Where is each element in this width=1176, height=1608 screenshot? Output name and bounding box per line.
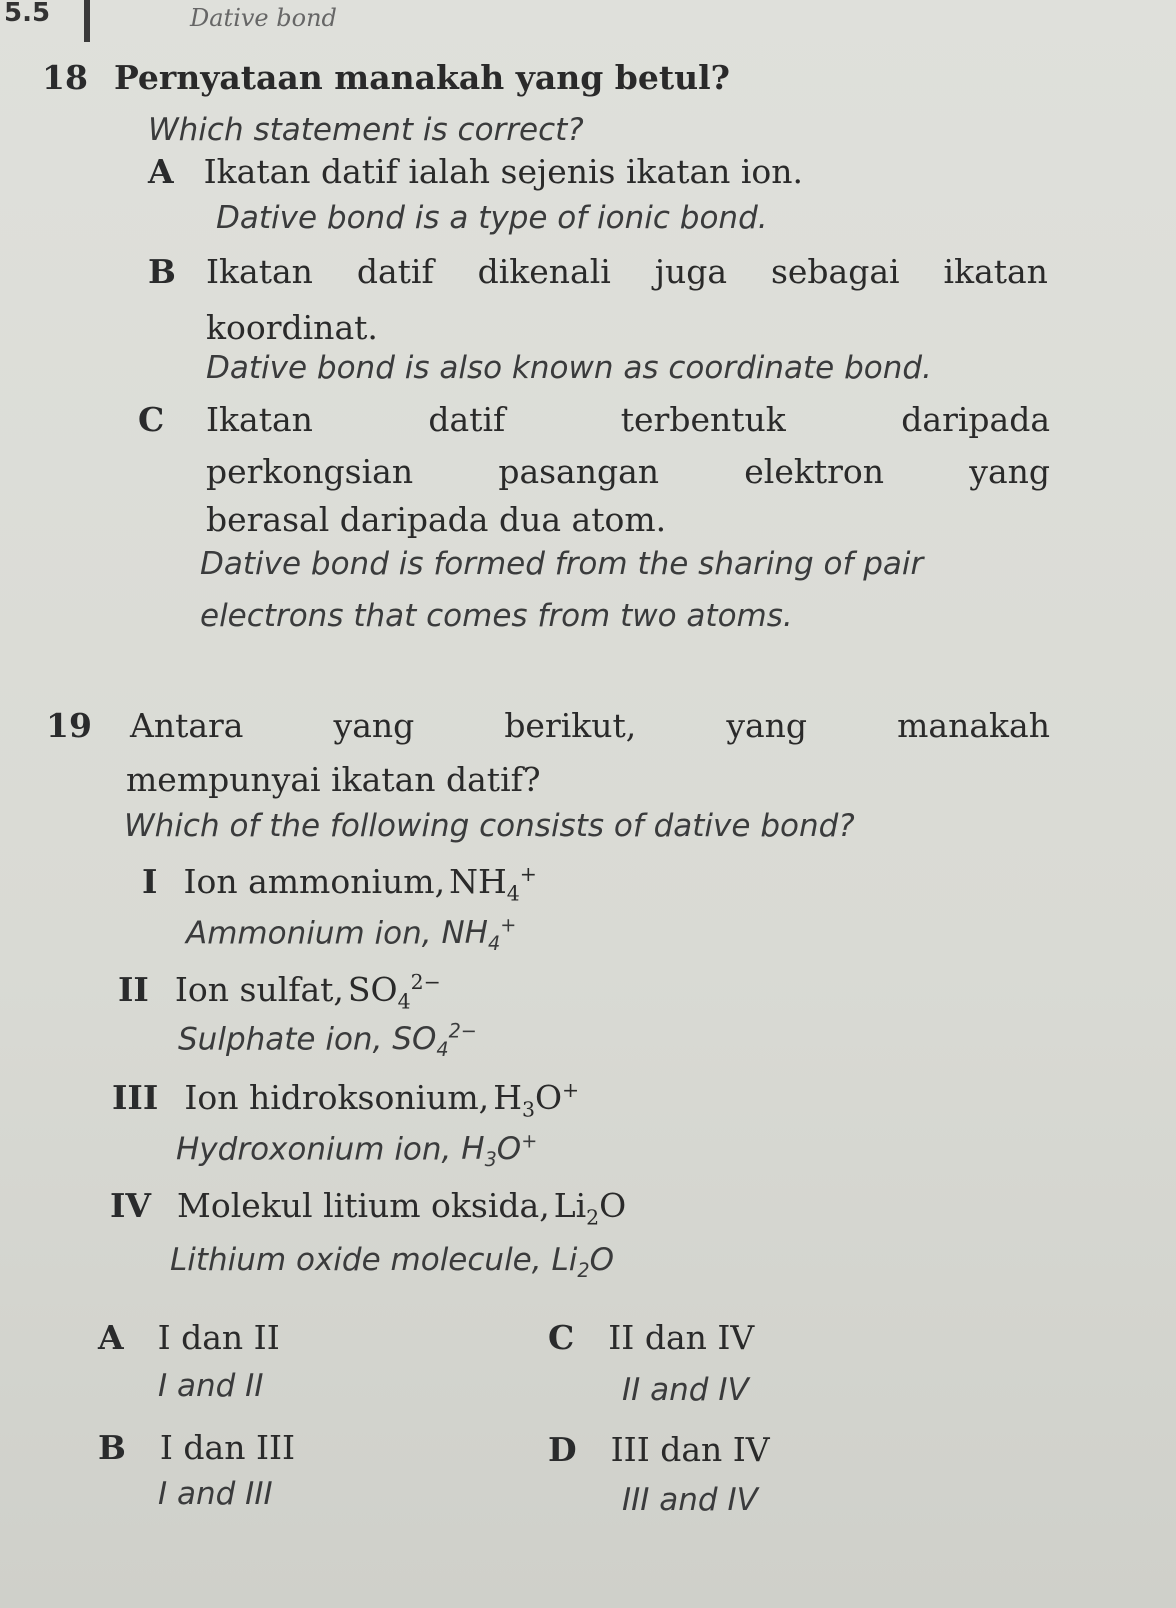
word: ikatan (943, 252, 1048, 291)
option-c-en-line1: Dative bond is formed from the sharing of pair (200, 546, 924, 582)
item-numeral: IV (110, 1186, 152, 1225)
item-text: Ion ammonium, (183, 862, 446, 901)
word: yang (333, 706, 415, 745)
answer-b-ms (98, 1428, 295, 1467)
word: yang (969, 452, 1050, 491)
item-iii-ms (112, 1078, 579, 1122)
item-numeral: III (112, 1078, 159, 1117)
word: datif (428, 400, 506, 439)
word: terbentuk (620, 400, 786, 439)
option-a-en: Dative bond is a type of ionic bond. (216, 200, 768, 236)
formula: $NH_4^+$ (449, 862, 537, 906)
answer-text: II dan IV (608, 1318, 755, 1357)
item-text: Molekul litium oksida, (177, 1186, 550, 1225)
answer-letter: B (98, 1428, 126, 1467)
item-text: Hydroxonium ion, (176, 1131, 452, 1168)
section-divider (84, 0, 90, 42)
question-19-stem-ms-line2: mempunyai ikatan datif? (126, 760, 541, 799)
answer-text: I dan II (157, 1318, 280, 1357)
option-c-en-line2: electrons that comes from two atoms. (200, 598, 793, 634)
item-numeral: II (118, 970, 149, 1009)
answer-c-en: II and IV (622, 1372, 749, 1408)
item-iv-en (170, 1242, 614, 1282)
word: yang (726, 706, 808, 745)
answer-text: III dan IV (610, 1430, 770, 1469)
word: pasangan (498, 452, 660, 491)
item-i-ms (142, 862, 537, 906)
word: manakah (897, 706, 1050, 745)
item-text: Ion sulfat, (174, 970, 344, 1009)
answer-a-en: I and II (158, 1368, 264, 1404)
option-b-ms-line1 (148, 252, 1048, 291)
word: Antara (130, 706, 244, 745)
section-header (0, 0, 1176, 48)
answer-b-en: I and III (158, 1476, 273, 1512)
option-c-ms-line3: berasal daripada dua atom. (206, 500, 667, 539)
answer-c-ms (548, 1318, 754, 1357)
option-letter: C (138, 400, 165, 439)
answer-letter: D (548, 1430, 577, 1469)
formula: $NH_4^+$ (441, 914, 517, 956)
word: Ikatan (206, 400, 313, 439)
item-text: Ammonium ion, (186, 915, 432, 952)
word: juga (654, 252, 728, 291)
word: dikenali (477, 252, 611, 291)
formula: $H_3O^+$ (461, 1130, 538, 1172)
question-number: 18 (42, 58, 88, 97)
formula: $SO_4^{2-}$ (392, 1020, 477, 1062)
question-18-stem-ms (42, 58, 730, 97)
answer-letter: A (98, 1318, 124, 1357)
item-text: Sulphate ion, (178, 1021, 383, 1058)
formula: $Li_2O$ (551, 1242, 614, 1283)
answer-d-ms (548, 1430, 770, 1469)
item-iv-ms (110, 1186, 626, 1230)
question-number: 19 (46, 706, 92, 745)
option-c-ms-line1 (138, 400, 1050, 439)
option-b-ms-line2: koordinat. (206, 308, 378, 347)
item-iii-en (176, 1130, 537, 1172)
question-19-stem-ms-line1 (46, 706, 1050, 745)
formula: $Li_2O$ (553, 1186, 627, 1230)
answer-a-ms (98, 1318, 280, 1357)
item-ii-en (178, 1020, 477, 1062)
item-i-en (186, 914, 516, 956)
item-text: Ion hidroksonium, (184, 1078, 490, 1117)
option-letter: A (148, 152, 174, 191)
answer-d-en: III and IV (622, 1482, 758, 1518)
word: daripada (901, 400, 1050, 439)
item-text: Lithium oxide molecule, (170, 1242, 542, 1278)
section-title: Dative bond (190, 4, 337, 32)
word: elektron (744, 452, 885, 491)
word: perkongsian (206, 452, 414, 491)
section-number: 5.5 (4, 0, 51, 28)
item-numeral: I (142, 862, 158, 901)
option-c-ms-line2 (206, 452, 1050, 491)
word: berikut, (504, 706, 637, 745)
question-text-ms: Pernyataan manakah yang betul? (113, 58, 730, 97)
option-b-en: Dative bond is also known as coordinate bond. (206, 350, 932, 386)
formula: $SO_4^{2-}$ (347, 970, 441, 1014)
word: sebagai (770, 252, 900, 291)
option-letter: B (148, 252, 176, 291)
option-text: Ikatan datif ialah sejenis ikatan ion. (203, 152, 804, 191)
formula: $H_3O^+$ (493, 1078, 580, 1122)
question-18-stem-en: Which statement is correct? (148, 112, 584, 148)
word: Ikatan (206, 252, 313, 291)
option-a-ms (148, 152, 803, 191)
answer-text: I dan III (159, 1428, 296, 1467)
answer-letter: C (548, 1318, 575, 1357)
item-ii-ms (118, 970, 441, 1014)
word: datif (356, 252, 434, 291)
question-19-stem-en: Which of the following consists of dative bond? (124, 808, 855, 844)
